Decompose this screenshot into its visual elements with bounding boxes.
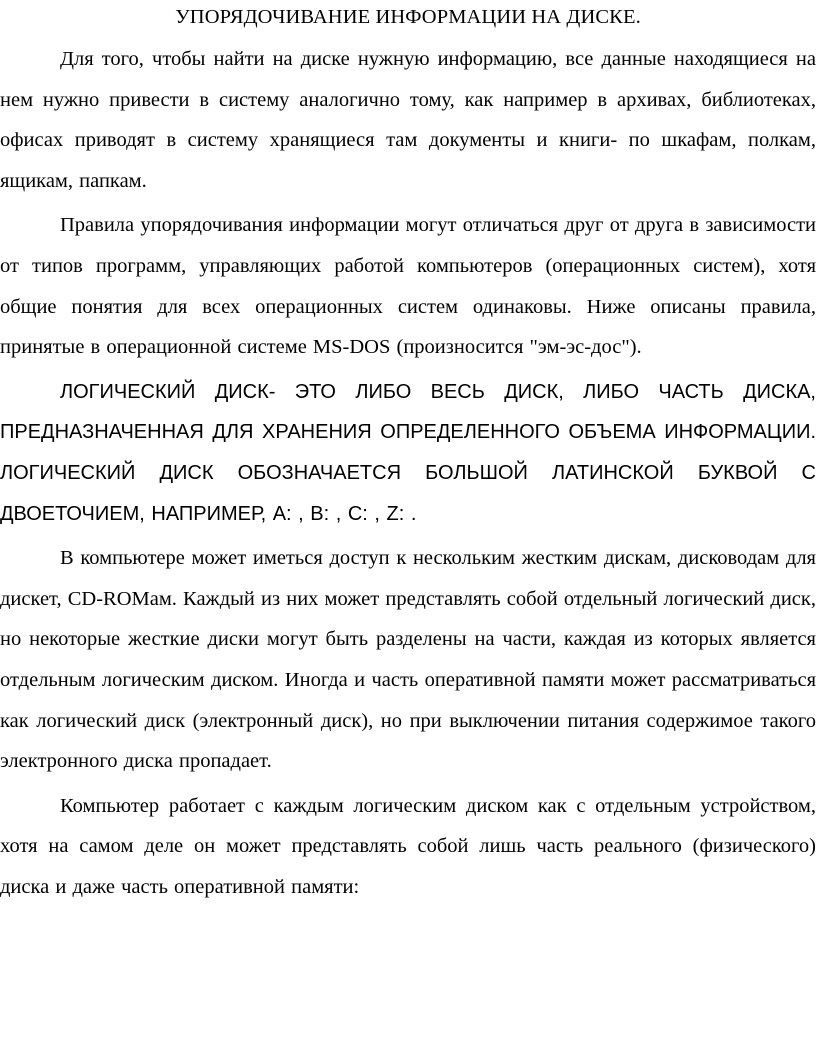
paragraph-logical-disk-definition: ЛОГИЧЕСКИЙ ДИСК- ЭТО ЛИБО ВЕСЬ ДИСК, ЛИБО ЧАСТЬ ДИСКА, ПРЕДНАЗНАЧЕННАЯ ДЛЯ ХРАНЕНИЯ ОПРЕДЕЛЕННОГО ОБЪЕМА ИНФОРМАЦИИ. ЛОГИЧЕСКИЙ ДИСК ОБОЗНАЧАЕТСЯ БОЛЬШОЙ ЛАТИНСКОЙ БУКВОЙ С ДВОЕТОЧИЕМ, НАПРИМЕР, А: , В: , С: , Z: . — [0, 380, 816, 525]
paragraph-rules: Правила упорядочивания информации могут отличаться друг от друга в зависимости от типов программ, управляющих работой компьютеров (операционных систем), хотя общие понятия для всех операционных систем одинаковы. Ниже описаны правила, принятые в операционной системе MS-DOS (произносится "эм-эс-дос"). — [0, 214, 816, 359]
paragraph-disk-access: В компьютере может иметься доступ к нескольким жестким дискам, дисководам для дискет, CD-ROMам. Каждый из них может представлять собой отдельный логический диск, но некоторые жесткие диски могут быть разделены на части, каждая из которых является отдельным логическим диском. Иногда и часть оперативной памяти может рассматриваться как логический диск (электронный диск), но при выключении питания содержимое такого электронного диска пропадает. — [0, 547, 816, 773]
paragraph-intro: Для того, чтобы найти на диске нужную информацию, все данные находящиеся на нем нужно привести в систему аналогично тому, как например в архивах, библиотеках, офисах приводят в систему хранящиеся там документы и книги- по шкафам, полкам, ящикам, папкам. — [0, 48, 816, 192]
paragraph-device-work: Компьютер работает с каждым логическим диском как с отдельным устройством, хотя на самом деле он может представлять собой лишь часть реального (физического) диска и даже часть оперативной памяти: — [0, 794, 816, 898]
document-title: УПОРЯДОЧИВАНИЕ ИНФОРМАЦИИ НА ДИСКЕ. — [175, 6, 641, 28]
